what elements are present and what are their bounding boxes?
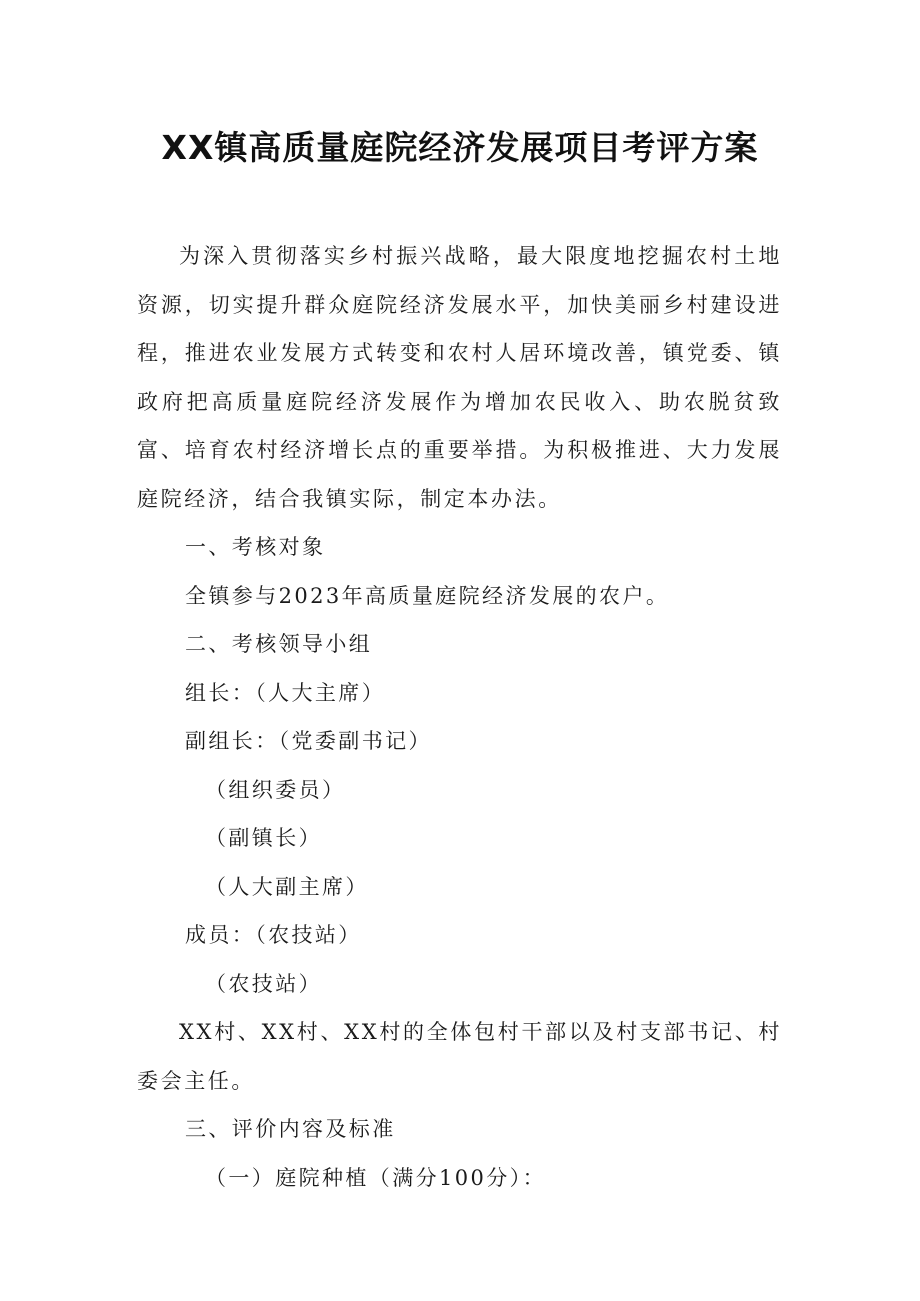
document-body xyxy=(137,232,782,1202)
section-heading-evaluation: 三、评价内容及标准 xyxy=(185,1117,396,1141)
group-member-2: （农技站） xyxy=(205,971,322,996)
subsection-yard-planting: （一）庭院种植（满分100分）： xyxy=(205,1165,546,1190)
deputy-organization-member: （组织委员） xyxy=(205,777,346,802)
group-deputy-leader: 副组长：（党委副书记） xyxy=(185,729,432,753)
deputy-npc-vice-chair: （人大副主席） xyxy=(205,874,369,899)
deputy-vice-mayor: （副镇长） xyxy=(205,826,322,850)
group-leader: 组长：（人大主席） xyxy=(185,680,386,705)
document-title: XX镇高质量庭院经济发展项目考评方案 xyxy=(161,128,759,167)
section-heading-assessment-target: 一、考核对象 xyxy=(185,535,326,559)
intro-paragraph: 为深入贯彻落实乡村振兴战略，最大限度地挖掘农村土地资源，切实提升群众庭院经济发展水平，加快美丽乡村建设进程，推进农业发展方式转变和农村人居环境改善，镇党委、镇政府把高质量庭院经济发展作为增加农民收入、助农脱贫致富、培育农村经济增长点的重要举措。为积极推进、大力发展庭院经济，结合我镇实际，制定本办法。 xyxy=(137,244,782,511)
section-heading-leadership-group: 二、考核领导小组 xyxy=(185,632,373,656)
assessment-target-text: 全镇参与2023年高质量庭院经济发展的农户。 xyxy=(185,583,670,608)
group-member: 成员：（农技站） xyxy=(185,923,362,947)
member-villages-paragraph: XX村、XX村、XX村的全体包村干部以及村支部书记、村委会主任。 xyxy=(137,1020,782,1093)
